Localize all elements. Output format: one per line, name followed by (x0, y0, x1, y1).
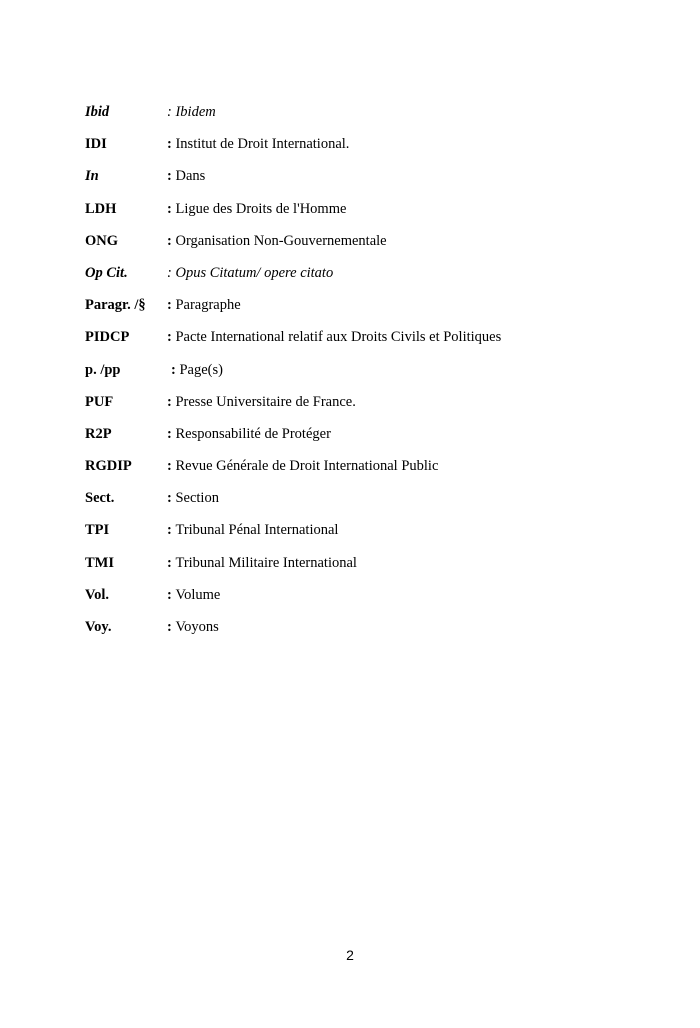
abbreviation-term: In (85, 168, 99, 185)
abbreviation-row (85, 488, 645, 520)
abbreviation-row (85, 327, 645, 359)
abbreviation-row (85, 199, 645, 231)
abbreviation-row (85, 134, 645, 166)
abbreviation-term: TPI (85, 522, 110, 539)
abbreviation-term: Sect. (85, 490, 115, 507)
abbreviation-definition (167, 360, 223, 380)
abbreviation-term: Vol. (85, 586, 110, 603)
abbreviation-row (85, 553, 645, 585)
abbreviation-definition (167, 295, 241, 315)
abbreviation-row (85, 392, 645, 424)
definition-text: Voyons (175, 619, 219, 635)
definition-separator: : (167, 104, 176, 120)
definition-text: Revue Générale de Droit International Public (175, 458, 439, 475)
definition-text: Tribunal Militaire International (175, 554, 357, 571)
abbreviation-definition (167, 199, 346, 219)
definition-separator: : (167, 393, 176, 410)
abbreviation-term: PIDCP (85, 329, 130, 346)
definition-separator: : (167, 586, 176, 603)
abbreviation-term: Voy. (85, 619, 112, 635)
abbreviation-term: LDH (85, 200, 117, 217)
abbreviation-definition (167, 392, 356, 412)
abbreviation-definition (167, 553, 357, 573)
definition-text: Institut de Droit International. (175, 136, 350, 153)
abbreviation-term: PUF (85, 393, 114, 410)
definition-separator: : (167, 522, 176, 539)
definition-text: Organisation Non-Gouvernementale (175, 232, 387, 249)
abbreviation-term: Paragr. /§ (85, 297, 146, 314)
definition-separator: : (167, 554, 176, 571)
definition-text: Page(s) (179, 361, 223, 378)
abbreviation-list (85, 102, 645, 649)
abbreviation-row (85, 263, 645, 295)
definition-text: Responsabilité de Protéger (175, 425, 331, 442)
definition-text: Presse Universitaire de France. (175, 393, 356, 410)
definition-separator: : (167, 136, 176, 153)
definition-separator: : (167, 297, 176, 314)
abbreviation-definition (167, 488, 219, 508)
abbreviation-definition (167, 520, 338, 540)
page-number: 2 (346, 947, 354, 963)
definition-separator: : (167, 232, 176, 249)
abbreviation-definition (167, 263, 333, 283)
definition-text: Volume (175, 586, 221, 603)
abbreviation-definition (167, 327, 501, 347)
abbreviation-row (85, 360, 645, 392)
abbreviation-term: RGDIP (85, 458, 132, 475)
abbreviation-definition (167, 231, 387, 251)
definition-separator: : (167, 490, 176, 507)
definition-text: Pacte International relatif aux Droits Civils et Politiques (175, 329, 502, 346)
definition-text: Opus Citatum/ opere citato (175, 264, 334, 281)
abbreviation-row (85, 585, 645, 617)
definition-separator: : (167, 200, 176, 217)
definition-separator: : (167, 264, 176, 281)
definition-separator: : (167, 425, 176, 442)
abbreviation-definition (167, 585, 220, 605)
abbreviation-term: R2P (85, 425, 112, 442)
abbreviation-row (85, 166, 645, 198)
definition-text: Section (175, 490, 219, 507)
definition-separator: : (167, 168, 176, 185)
abbreviation-row (85, 231, 645, 263)
definition-text: Tribunal Pénal International (175, 522, 339, 539)
definition-separator: : (171, 361, 180, 378)
abbreviation-row (85, 424, 645, 456)
abbreviation-definition (167, 166, 205, 186)
abbreviation-row (85, 617, 645, 649)
definition-text: Ligue des Droits de l'Homme (175, 200, 347, 217)
abbreviation-row (85, 295, 645, 327)
abbreviation-term: IDI (85, 136, 107, 153)
abbreviation-definition (167, 456, 438, 476)
definition-separator: : (167, 458, 176, 475)
abbreviation-definition (167, 617, 219, 637)
abbreviation-row (85, 102, 645, 134)
abbreviation-term: Ibid (85, 104, 110, 120)
definition-text: Dans (175, 168, 206, 185)
definition-text: Paragraphe (175, 297, 241, 314)
abbreviation-term: p. /pp (85, 361, 121, 378)
definition-separator: : (167, 329, 176, 346)
abbreviation-row (85, 520, 645, 552)
abbreviation-definition (167, 102, 216, 122)
definition-separator: : (167, 619, 176, 635)
abbreviation-row (85, 456, 645, 488)
abbreviation-term: ONG (85, 232, 119, 249)
abbreviation-term: TMI (85, 554, 114, 571)
abbreviation-definition (167, 424, 331, 444)
abbreviation-term: Op Cit. (85, 264, 128, 281)
definition-text: Ibidem (175, 104, 216, 120)
abbreviation-definition (167, 134, 349, 154)
